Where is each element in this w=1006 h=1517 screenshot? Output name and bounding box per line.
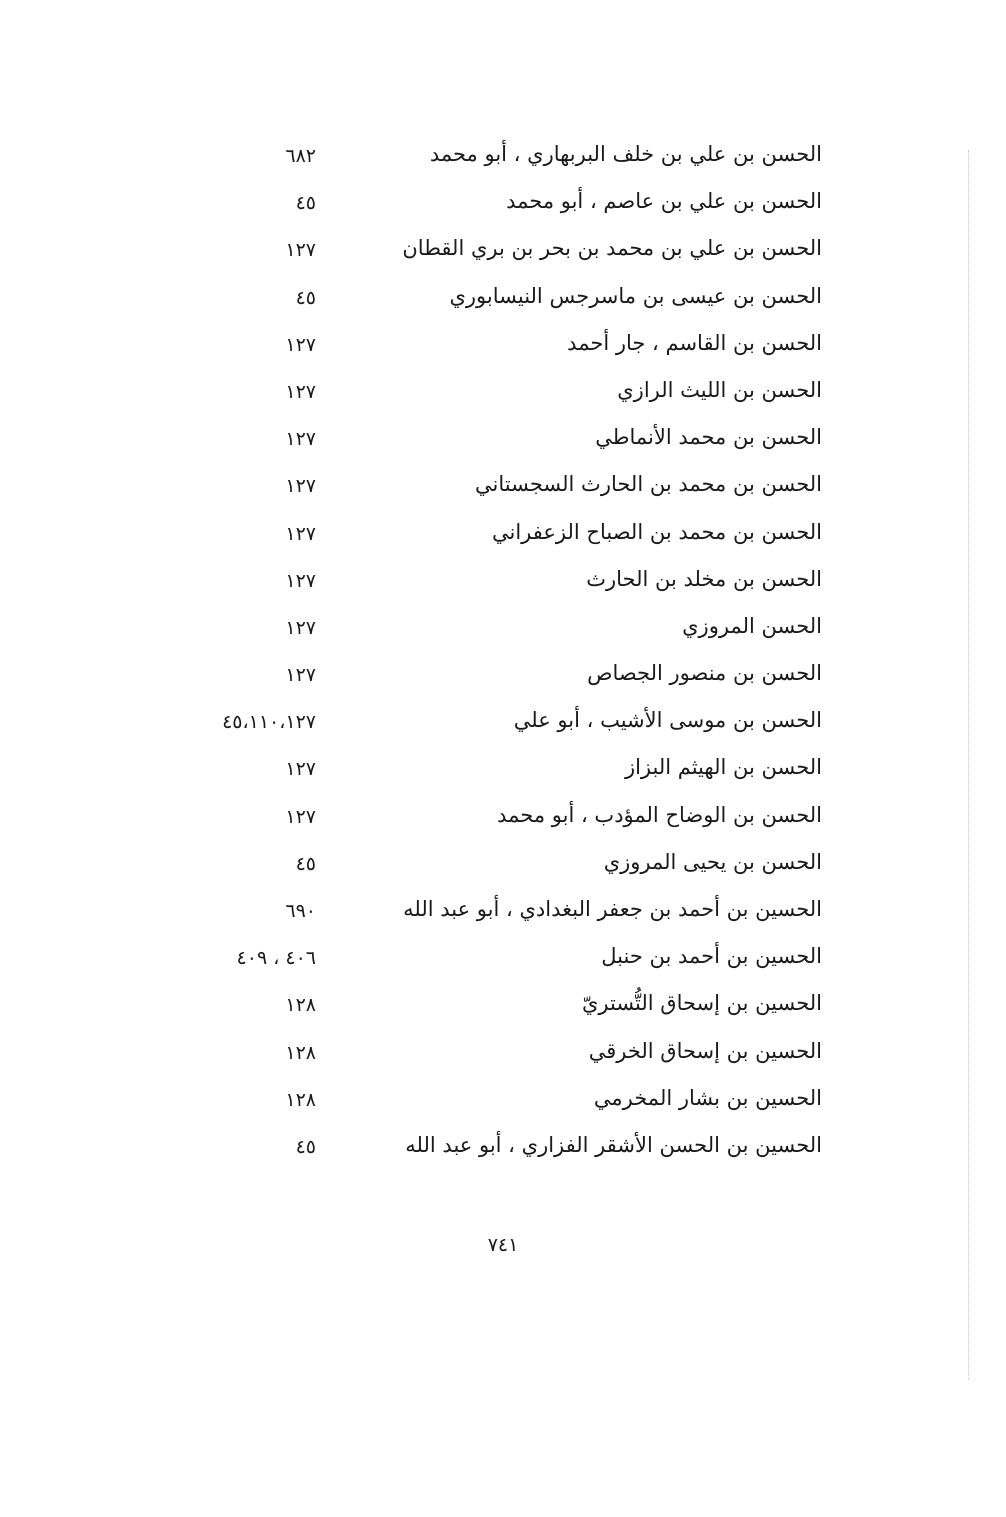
entry-name: الحسين بن بشار المخرمي <box>593 1085 822 1110</box>
entry-page-refs: ١٢٧ <box>285 664 316 687</box>
entry-page-refs: ٤٠٦ ، ٤٠٩ <box>236 947 316 970</box>
index-entry <box>0 131 1006 178</box>
entry-name: الحسن بن القاسم ، جار أحمد <box>567 330 822 355</box>
entry-name: الحسن بن الهيثم البزاز <box>624 755 822 780</box>
entry-name: الحسن بن الوضاح المؤدب ، أبو محمد <box>497 802 822 827</box>
index-entry <box>0 461 1006 508</box>
page-number: ٧٤١ <box>487 1234 519 1256</box>
entry-page-refs: ٤٥ <box>295 192 316 215</box>
entry-page-refs: ١٢٧ <box>285 428 316 451</box>
entry-name: الحسن المروزي <box>682 613 822 638</box>
index-entry <box>0 556 1006 603</box>
entry-page-refs: ١٢٧ <box>285 569 316 592</box>
entry-name: الحسن بن محمد بن الصباح الزعفراني <box>492 519 822 544</box>
index-entry <box>0 178 1006 225</box>
index-entry <box>0 1028 1006 1075</box>
entry-page-refs: ٦٩٠ <box>285 900 316 922</box>
entry-name: الحسن بن مخلد بن الحارث <box>586 566 822 591</box>
index-entry <box>0 273 1006 320</box>
entry-name: الحسين بن الحسن الأشقر الفزاري ، أبو عبد الله <box>405 1132 822 1157</box>
index-entry <box>0 367 1006 414</box>
entry-page-refs: ٤٥،١١٠،١٢٧ <box>222 711 316 734</box>
index-entry <box>0 886 1006 933</box>
entry-name: الحسن بن علي بن عاصم ، أبو محمد <box>506 189 822 214</box>
entry-page-refs: ١٢٨ <box>285 994 316 1017</box>
index-entry <box>0 1122 1006 1169</box>
index-entry <box>0 320 1006 367</box>
entry-name: الحسين بن أحمد بن حنبل <box>601 944 822 969</box>
entry-name: الحسن بن علي بن خلف البربهاري ، أبو محمد <box>429 142 822 166</box>
index-entry <box>0 933 1006 980</box>
entry-name: الحسن بن علي بن محمد بن بحر بن بري القطان <box>402 236 822 261</box>
entry-page-refs: ١٢٧ <box>285 616 316 639</box>
index-entry <box>0 697 1006 744</box>
entry-page-refs: ١٢٧ <box>285 380 316 403</box>
entry-name: الحسن بن عيسى بن ماسرجس النيسابوري <box>449 283 822 308</box>
entry-name: الحسن بن موسى الأشيب ، أبو علي <box>513 708 822 733</box>
entry-name: الحسن بن الليث الرازي <box>617 377 822 402</box>
entry-page-refs: ٦٨٢ <box>285 145 316 167</box>
index-entry <box>0 792 1006 839</box>
entry-name: الحسن بن منصور الجصاص <box>587 661 822 686</box>
entry-name: الحسين بن إسحاق التُّستريّ <box>581 991 822 1016</box>
entry-page-refs: ١٢٨ <box>285 1041 316 1064</box>
index-entry <box>0 509 1006 556</box>
entry-page-refs: ٤٥ <box>295 852 316 875</box>
index-entry <box>0 225 1006 272</box>
entry-page-refs: ١٢٧ <box>285 758 316 781</box>
entry-page-refs: ١٢٨ <box>285 1088 316 1111</box>
entry-name: الحسين بن أحمد بن جعفر البغدادي ، أبو عبد الله <box>403 897 822 921</box>
index-entry <box>0 839 1006 886</box>
index-entry <box>0 650 1006 697</box>
entry-page-refs: ١٢٧ <box>285 239 316 262</box>
index-entry <box>0 603 1006 650</box>
entry-page-refs: ٤٥ <box>295 286 316 309</box>
index-entry <box>0 1075 1006 1122</box>
entry-page-refs: ١٢٧ <box>285 475 316 498</box>
entry-page-refs: ١٢٧ <box>285 333 316 356</box>
index-list <box>0 131 1006 1169</box>
index-entry <box>0 744 1006 791</box>
index-entry <box>0 980 1006 1027</box>
entry-page-refs: ١٢٧ <box>285 805 316 828</box>
entry-name: الحسن بن محمد بن الحارث السجستاني <box>475 472 822 497</box>
index-entry <box>0 414 1006 461</box>
entry-name: الحسن بن يحيى المروزي <box>603 849 822 874</box>
entry-page-refs: ٤٥ <box>295 1135 316 1158</box>
entry-name: الحسين بن إسحاق الخرقي <box>588 1038 822 1063</box>
entry-page-refs: ١٢٧ <box>285 522 316 545</box>
entry-name: الحسن بن محمد الأنماطي <box>595 425 822 450</box>
